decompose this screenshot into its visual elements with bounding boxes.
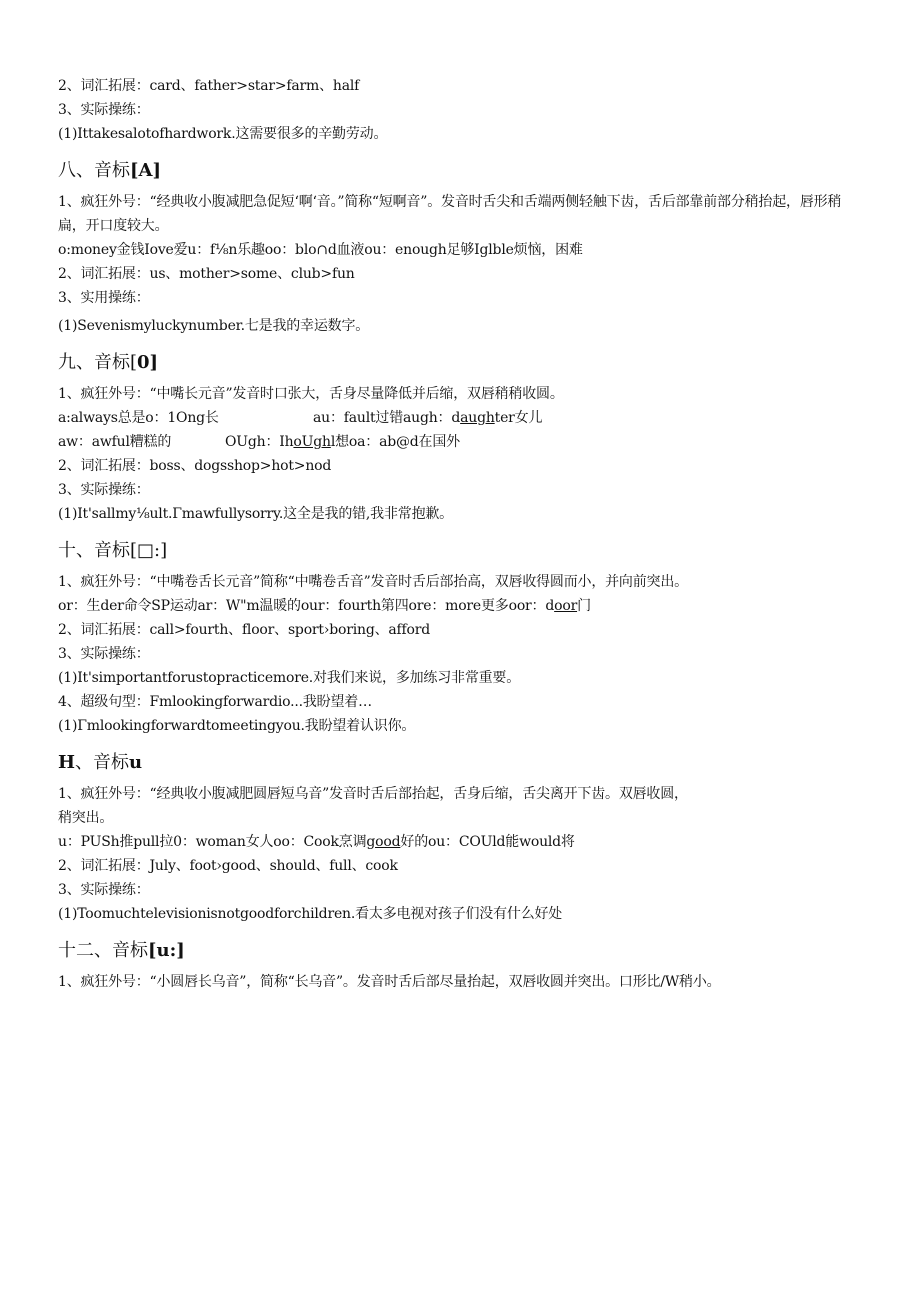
s11-example-sentence: (1)Toomuchtelevisionisnotgoodforchildren.看太多电视对孩子们没有什么好处: [58, 906, 563, 922]
s9-nickname-line: 1、疯狂外号：“中嘴长元音”发音时口张大，舌身尽量降低并后缩，双唇稍稍收圆。: [58, 386, 564, 402]
s9-example-sentence: (1)It'sallmy⅛ult.Γmawfullysorry.这全是我的错,我非常抱歉。: [58, 506, 453, 522]
s7-practice-label: 3、实际操练：: [58, 102, 150, 118]
section-11-heading: H、音标u: [58, 752, 143, 773]
s10-practice-label: 3、实际操练：: [58, 646, 150, 662]
s10-super-pattern: 4、超级句型：Fmlookingforwardio...我盼望着…: [58, 694, 372, 710]
s8-practice-label: 3、实用操练：: [58, 290, 150, 306]
s8-nickname-line: 1、疯狂外号：“经典收小腹减肥急促短‘啊‘音。”简称“短啊音”。发音时舌尖和舌端两侧轻触下齿，舌后部靠前部分稍抬起，唇形稍扁，开口度较大。: [58, 194, 842, 234]
s9-spelling-line-1: a:always总是o：1Ong长 au：fault过错augh：daughter女儿: [58, 410, 543, 426]
s10-spelling-line: or：生der命令SP运动ar：W"m温暖的our：fourth第四ore：more更多oor：door门: [58, 598, 591, 614]
s11-nickname-line: 1、疯狂外号：“经典收小腹减肥圆唇短乌音”发音时舌后部抬起，舌身后缩，舌尖离开下齿。双唇收圆，: [58, 786, 688, 802]
s10-pattern-example: (1)Γmlookingforwardtomeetingyou.我盼望着认识你。: [58, 718, 416, 734]
s11-nickname-line-cont: 稍突出。: [58, 810, 114, 826]
s7-example-sentence: (1)Ittakesalotofhardwork.这需要很多的辛勤劳动。: [58, 126, 388, 142]
s7-vocab-line: 2、词汇拓展：card、father>star>farm、half: [58, 78, 360, 94]
section-8-heading: 八、音标[A]: [58, 160, 161, 181]
s11-spelling-line: u：PUSh推pull拉0：woman女人oo：Cook烹调good好的ou：COUld能would将: [58, 834, 575, 850]
s11-practice-label: 3、实际操练：: [58, 882, 150, 898]
section-9-heading: 九、音标[0]: [58, 352, 159, 373]
section-12-heading: 十二、音标[u:]: [58, 940, 185, 961]
section-10-heading: 十、音标[□:]: [58, 540, 168, 561]
s8-vocab-line: 2、词汇拓展：us、mother>some、club>fun: [58, 266, 355, 282]
s9-practice-label: 3、实际操练：: [58, 482, 150, 498]
s10-example-sentence: (1)It'simportantforustopracticemore.对我们来说，多加练习非常重要。: [58, 670, 521, 686]
s10-vocab-line: 2、词汇拓展：call>fourth、floor、sport›boring、afford: [58, 622, 430, 638]
document-page: [58, 74, 858, 994]
s9-vocab-line: 2、词汇拓展：boss、dogsshop>hot>nod: [58, 458, 332, 474]
s12-nickname-line: 1、疯狂外号：“小圆唇长乌音”，简称“长乌音”。发音时舌后部尽量抬起，双唇收圆并突出。口形比/W稍小。: [58, 974, 721, 990]
s10-nickname-line: 1、疯狂外号：“中嘴卷舌长元音”简称“中嘴卷舌音”发音时舌后部抬高，双唇收得圆而小，并向前突出。: [58, 574, 688, 590]
s8-example-sentence: (1)Sevenismyluckynumber.七是我的幸运数字。: [58, 318, 370, 334]
s11-vocab-line: 2、词汇拓展：July、foot›good、should、full、cook: [58, 858, 398, 874]
s9-spelling-line-2: aw：awful糟糕的 OUgh：IhoUghl想oa：ab@d在国外: [58, 434, 460, 450]
s8-spelling-line: o:money金钱Iove爱u：f⅛n乐趣oo：blo∩d血液ou：enough足够Iglble烦恼，困难: [58, 242, 583, 258]
